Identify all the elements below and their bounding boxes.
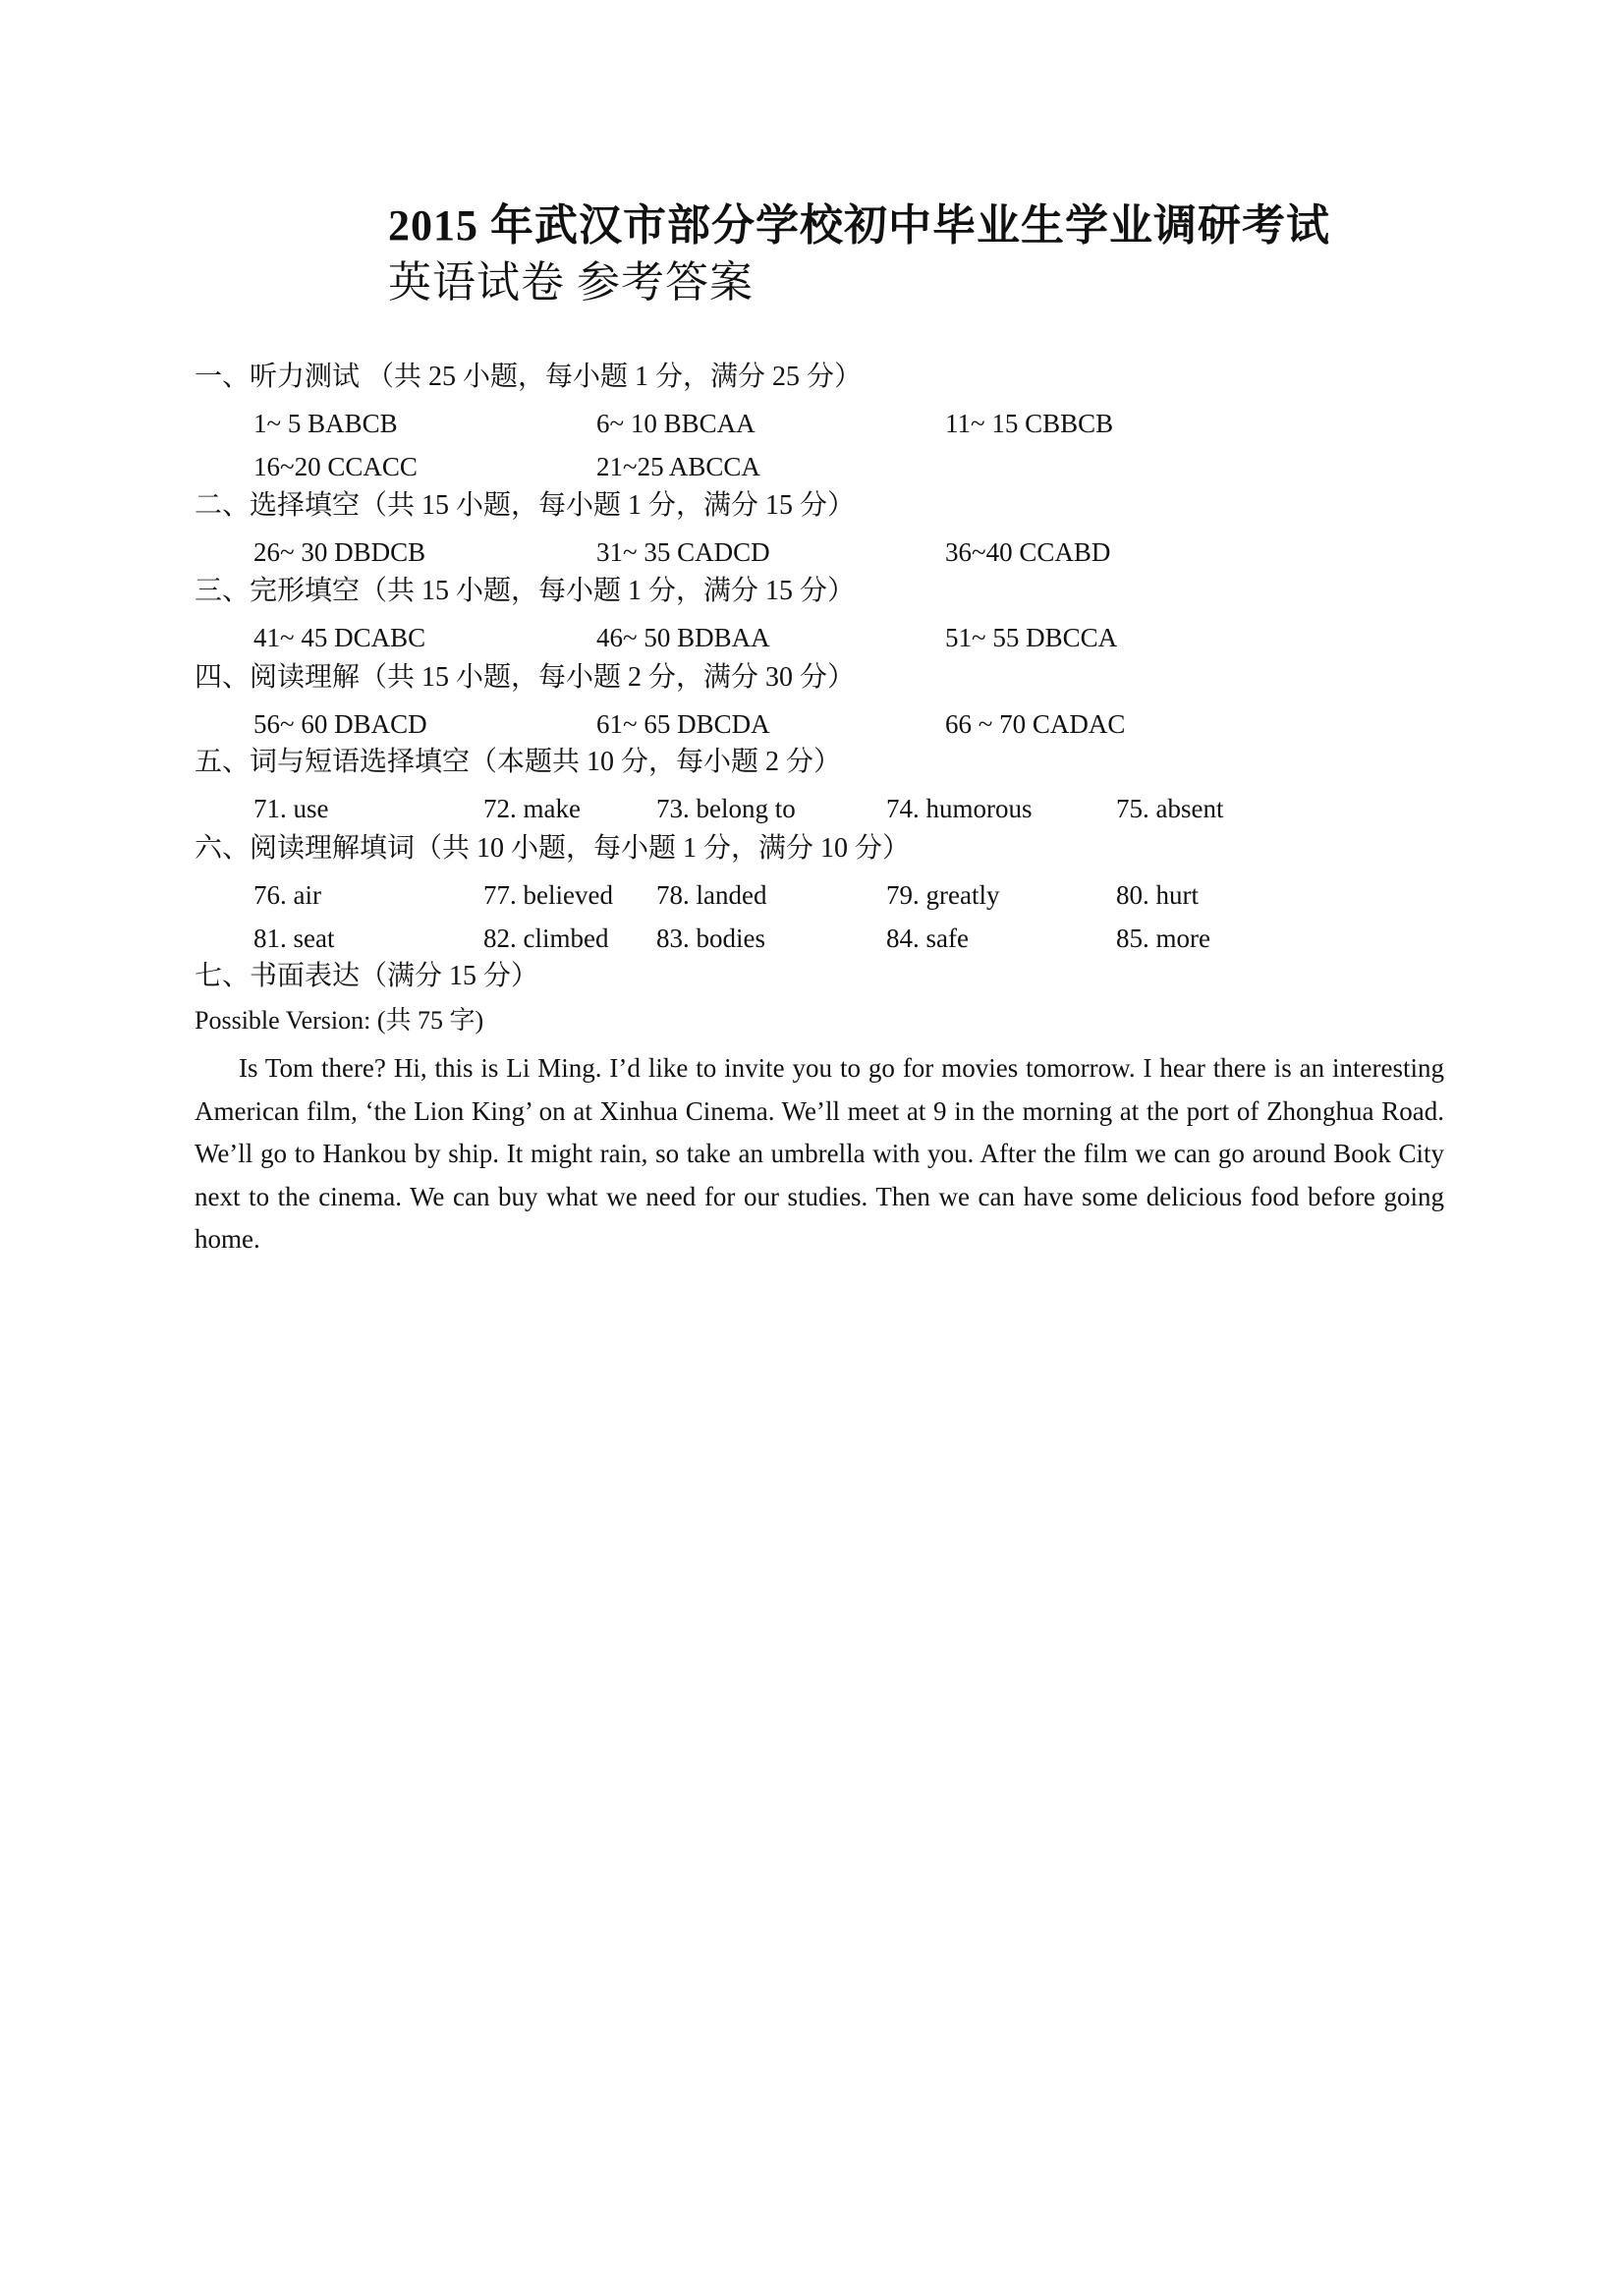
answer-group: 61~ 65 DBCDA xyxy=(596,709,770,739)
section-heading-cloze: 三、完形填空（共 15 小题，每小题 1 分，满分 15 分） xyxy=(195,576,856,606)
word-answer: 73. belong to xyxy=(656,794,796,823)
word-answer: 79. greatly xyxy=(886,880,1000,910)
section-heading-reading-fill: 六、阅读理解填词（共 10 小题，每小题 1 分，满分 10 分） xyxy=(195,833,911,864)
sample-essay: Is Tom there? Hi, this is Li Ming. I’d like to invite you to go for movies tomorrow. I hear there is an interesting American film, ‘the Lion King’ on at Xinhua Cinema. We’ll meet at 9 in the morning at the port of Zhonghua Road. We’ll go to Hankou by ship. It might rain, so take an umbrella with you. After the film we can go around Book City next to the cinema. We can buy what we need for our studies. Then we can have some delicious food before going home. xyxy=(195,1053,1444,1255)
answer-group: 31~ 35 CADCD xyxy=(596,537,770,567)
word-answer: 75. absent xyxy=(1116,794,1224,823)
section-heading-multiple-choice: 二、选择填空（共 15 小题，每小题 1 分，满分 15 分） xyxy=(195,490,856,521)
section-heading-writing: 七、书面表达（满分 15 分） xyxy=(195,961,539,991)
word-answer: 85. more xyxy=(1116,924,1210,953)
word-answer: 80. hurt xyxy=(1116,880,1199,910)
section-heading-reading: 四、阅读理解（共 15 小题，每小题 2 分，满分 30 分） xyxy=(195,662,856,693)
word-answer: 77. believed xyxy=(483,880,613,910)
word-answer: 78. landed xyxy=(656,880,767,910)
answer-group: 16~20 CCACC xyxy=(253,452,418,481)
section-heading-listening: 一、听力测试 （共 25 小题，每小题 1 分，满分 25 分） xyxy=(195,362,863,392)
word-answer: 81. seat xyxy=(253,924,335,953)
document-subtitle: 英语试卷 参考答案 xyxy=(388,258,754,307)
answer-group: 26~ 30 DBDCB xyxy=(253,537,426,567)
answer-group: 41~ 45 DCABC xyxy=(253,623,426,652)
answer-group: 1~ 5 BABCB xyxy=(253,409,398,438)
answer-group: 11~ 15 CBBCB xyxy=(945,409,1114,438)
answer-group: 46~ 50 BDBAA xyxy=(596,623,770,652)
possible-version-label: Possible Version: (共 75 字) xyxy=(195,1006,484,1035)
answer-group: 51~ 55 DBCCA xyxy=(945,623,1118,652)
word-answer: 82. climbed xyxy=(483,924,609,953)
word-answer: 74. humorous xyxy=(886,794,1033,823)
document-title: 2015 年武汉市部分学校初中毕业生学业调研考试 xyxy=(388,201,1330,250)
answer-group: 56~ 60 DBACD xyxy=(253,709,427,739)
word-answer: 76. air xyxy=(253,880,321,910)
word-answer: 71. use xyxy=(253,794,329,823)
answer-group: 66 ~ 70 CADAC xyxy=(945,709,1126,739)
answer-group: 6~ 10 BBCAA xyxy=(596,409,756,438)
word-answer: 83. bodies xyxy=(656,924,765,953)
answer-group: 21~25 ABCCA xyxy=(596,452,760,481)
word-answer: 84. safe xyxy=(886,924,969,953)
answer-group: 36~40 CCABD xyxy=(945,537,1111,567)
word-answer: 72. make xyxy=(483,794,581,823)
section-heading-word-choice: 五、词与短语选择填空（本题共 10 分，每小题 2 分） xyxy=(195,747,842,777)
